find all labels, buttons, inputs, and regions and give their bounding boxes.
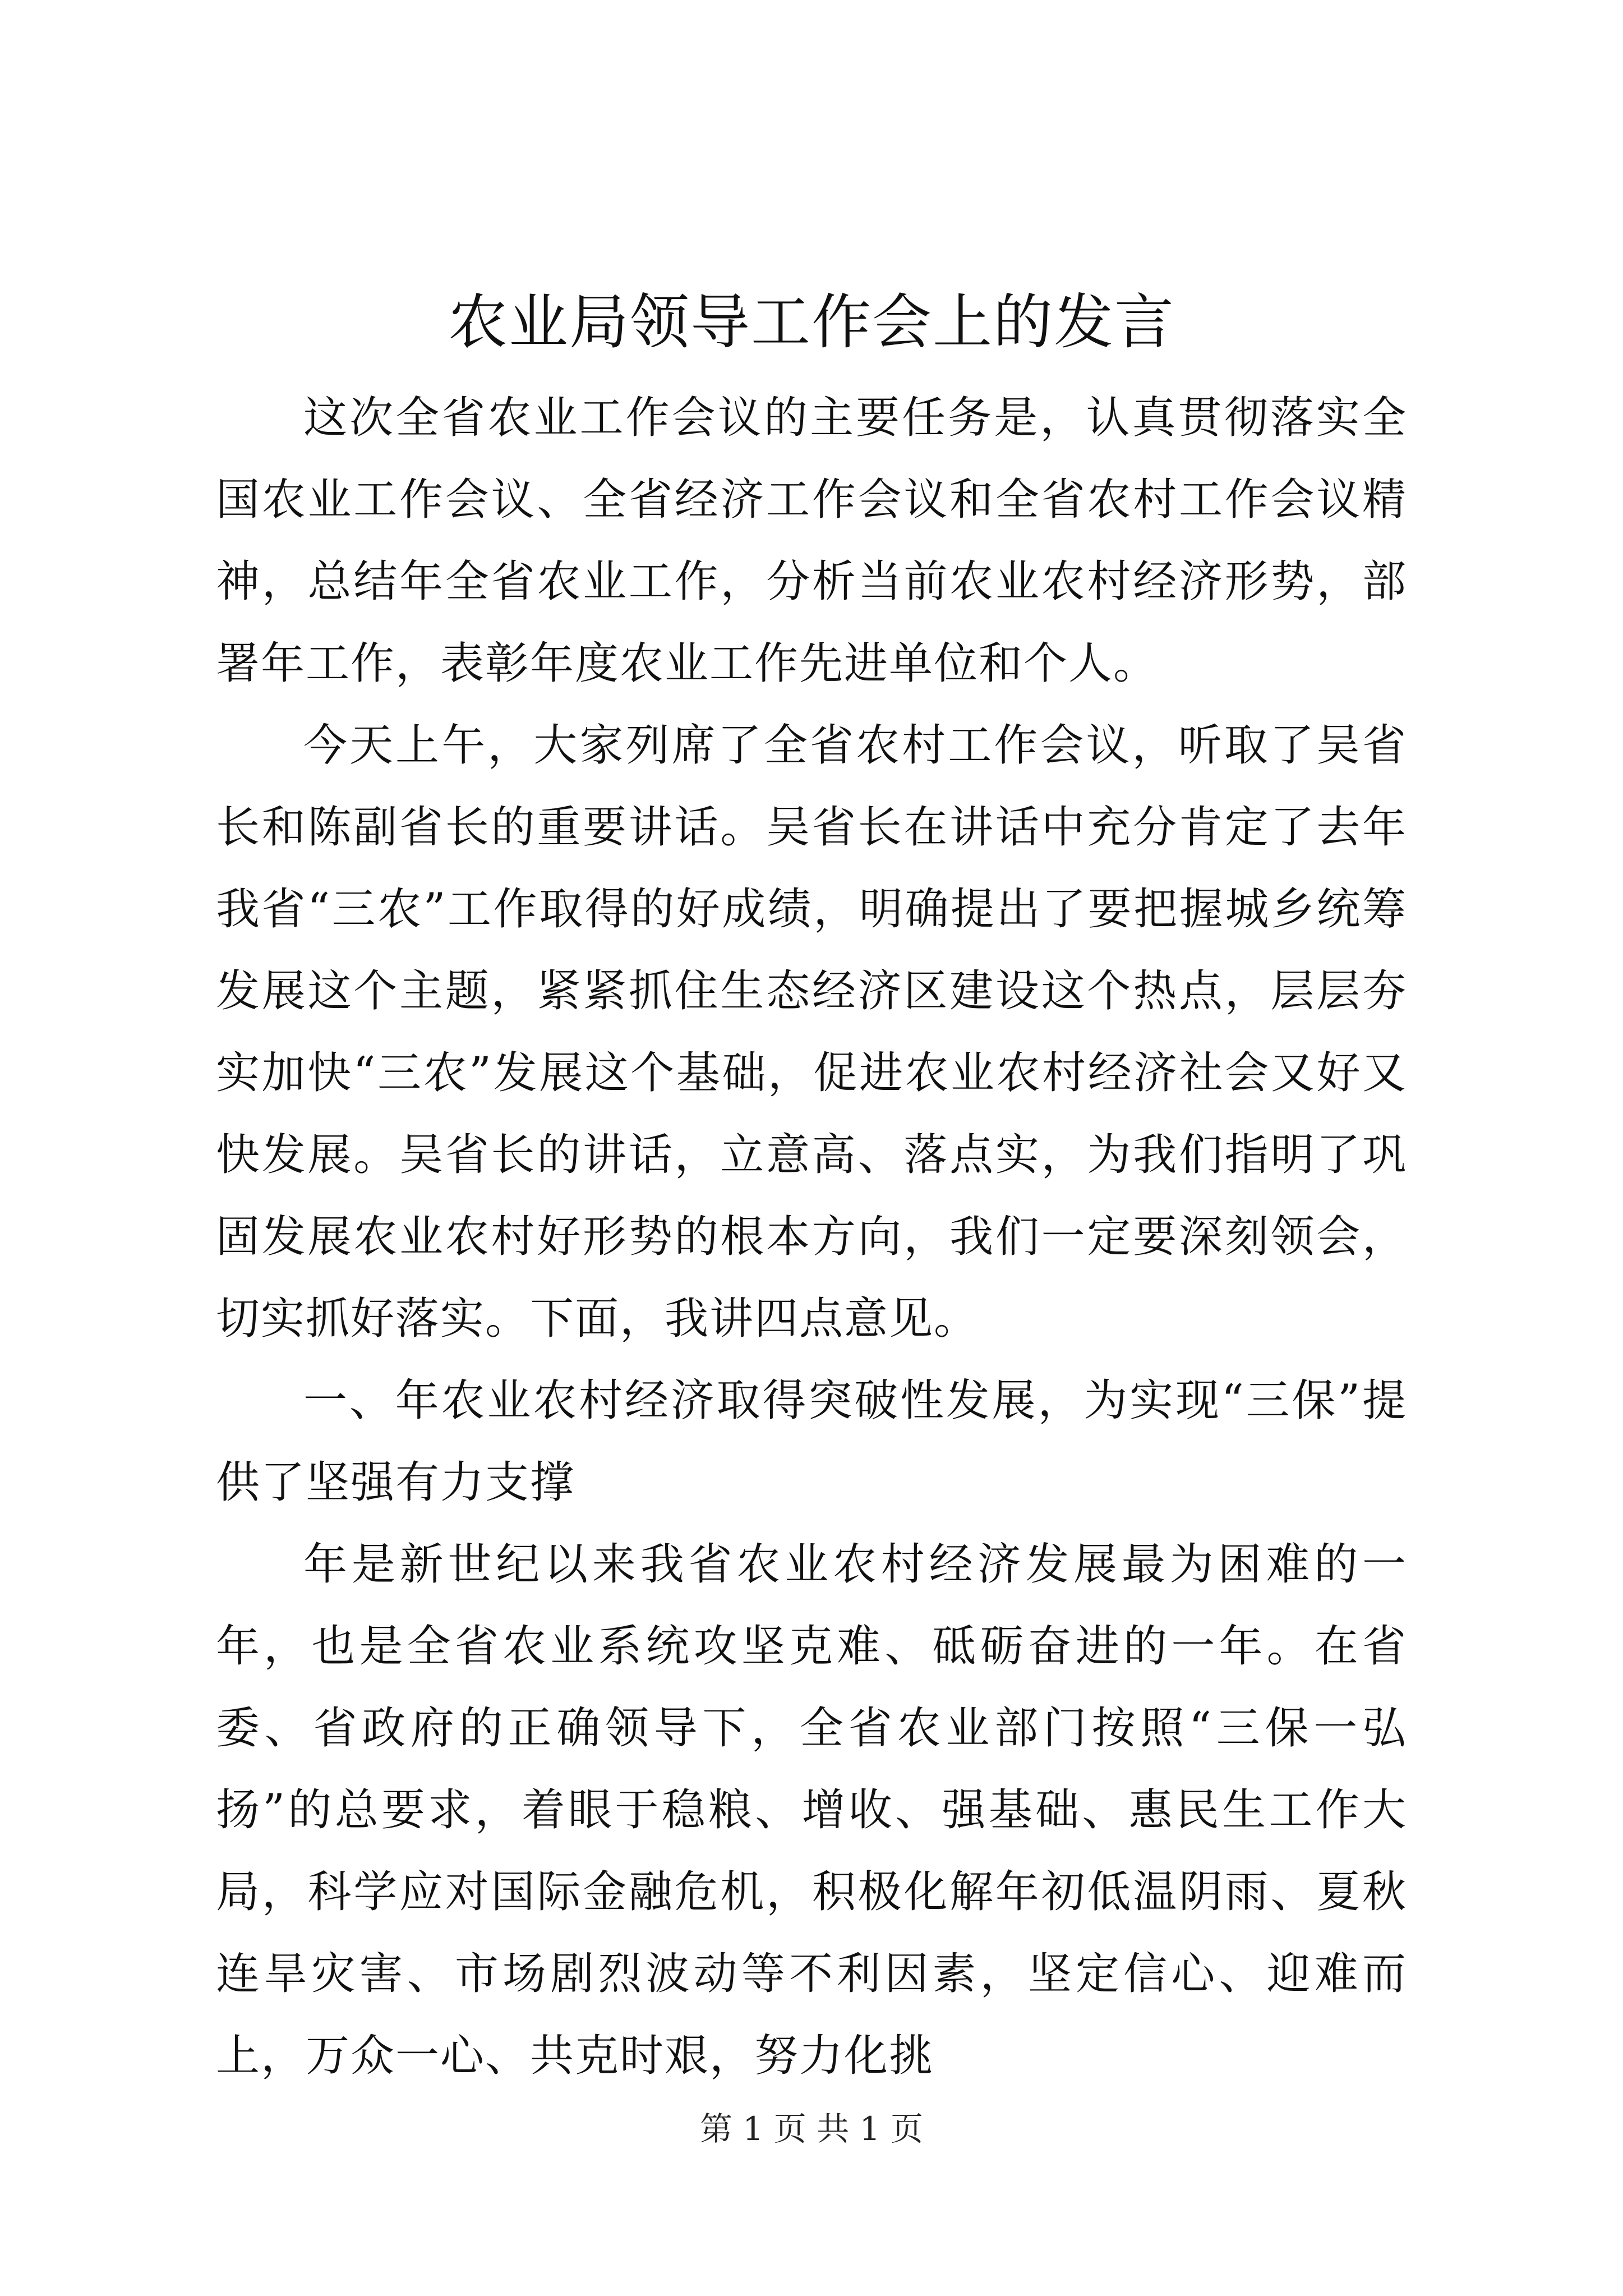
paragraph: 这次全省农业工作会议的主要任务是，认真贯彻落实全国农业工作会议、全省经济工作会议和全省农村工作会议精神，总结年全省农业工作，分析当前农业农村经济形势，部署年工作，表彰年度农业工作先进单位和个人。 [216, 393, 1407, 689]
page-footer: 第 1 页 共 1 页 [700, 2110, 923, 2148]
paragraph: 年是新世纪以来我省农业农村经济发展最为困难的一年，也是全省农业系统攻坚克难、砥砺奋进的一年。在省委、省政府的正确领导下，全省农业部门按照“三保一弘扬”的总要求，着眼于稳粮、增收、强基础、惠民生工作大局，科学应对国际金融危机，积极化解年初低温阴雨、夏秋连旱灾害、市场剧烈波动等不利因素，坚定信心、迎难而上，万众一心、共克时艰，努力化挑 [216, 1539, 1407, 2081]
section-heading: 一、年农业农村经济取得突破性发展，为实现“三保”提供了坚强有力支撑 [216, 1375, 1407, 1508]
document-title: 农业局领导工作会上的发言 [448, 288, 1175, 357]
document-body [216, 377, 1407, 2097]
paragraph: 今天上午，大家列席了全省农村工作会议，听取了吴省长和陈副省长的重要讲话。吴省长在讲话中充分肯定了去年我省“三农”工作取得的好成绩，明确提出了要把握城乡统筹发展这个主题，紧紧抓住生态经济区建设这个热点，层层夯实加快“三农”发展这个基础，促进农业农村经济社会又好又快发展。吴省长的讲话，立意高、落点实，为我们指明了巩固发展农业农村好形势的根本方向，我们一定要深刻领会，切实抓好落实。下面，我讲四点意见。 [216, 720, 1407, 1344]
